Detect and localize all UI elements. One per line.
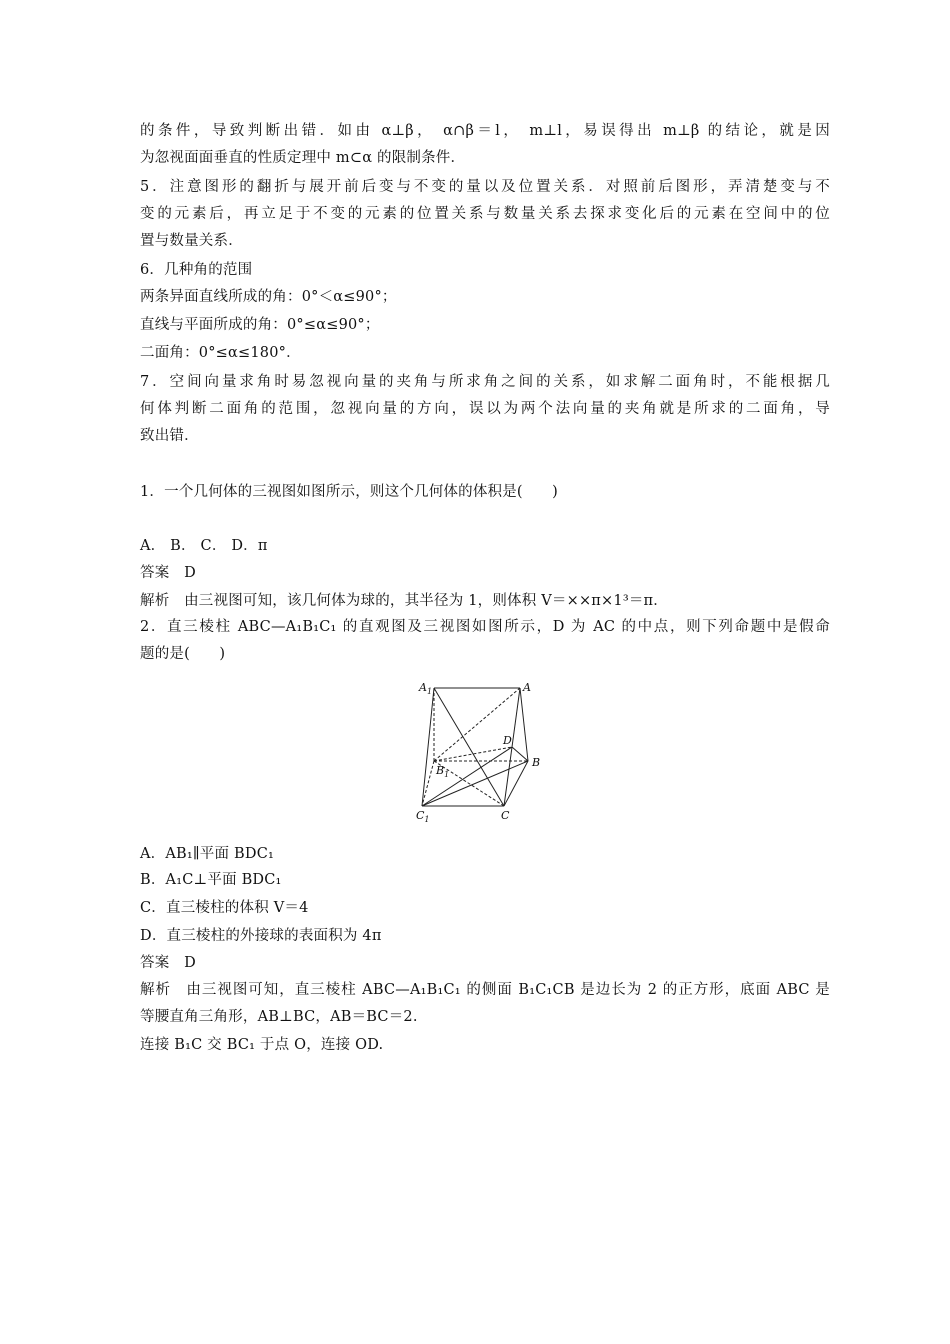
text-line: 为忽视面面垂直的性质定理中 m⊂α 的限制条件． [140,150,466,166]
text-line: 两条异面直线所成的角：0°＜α≤90°； [140,289,397,305]
text-line: 6．几种角的范围 [140,262,253,278]
text-line: A．AB₁∥平面 BDC₁ [140,846,275,862]
label-C: C [501,809,510,822]
label-A1: $A_1$ [419,681,433,696]
text-line: 7．空间向量求角时易忽视向量的夹角与所求角之间的关系，如求解二面角时，不能根据几 [140,374,830,390]
edge-B1C [434,761,504,806]
label-D: D [503,734,512,747]
text-line: C．直三棱柱的体积 V＝4 [140,900,309,916]
text-line: 变的元素后，再立足于不变的元素的位置关系与数量关系去探求变化后的元素在空间中的位 [140,206,830,222]
prism-figure [412,678,542,823]
label-C1: $C_1$ [416,809,430,823]
edge-A1C1 [422,688,434,806]
text-line: 连接 B₁C 交 BC₁ 于点 O，连接 OD. [140,1037,384,1053]
text-line: B．A₁C⊥平面 BDC₁ [140,872,282,888]
text-line: 何体判断二面角的范围，忽视向量的方向，误以为两个法向量的夹角就是所求的二面角，导 [140,401,830,417]
text-line: 2．直三棱柱 ABC—A₁B₁C₁ 的直观图及三视图如图所示，D 为 AC 的中点，则下列命题中是假命 [140,619,830,635]
prism-diagram [412,678,542,823]
text-line: 致出错． [140,428,199,444]
text-line: 置与数量关系． [140,233,243,249]
text-line: 答案 D [140,955,196,971]
text-line: 1．一个几何体的三视图如图所示，则这个几何体的体积是( ) [140,484,559,500]
text-line: 答案 D [140,565,196,581]
text-line: 题的是( ) [140,646,226,662]
label-A: A [523,681,531,694]
text-line: 解析 由三视图可知，直三棱柱 ABC—A₁B₁C₁ 的侧面 B₁C₁CB 是边长为 2 的正方形，底面 ABC 是 [140,982,830,998]
text-line: 二面角：0°≤α≤180°． [140,345,301,361]
text-line: 的条件，导致判断出错．如由 α⊥β， α∩β＝l， m⊥l，易误得出 m⊥β 的结论，就是因 [140,123,830,139]
edge-DB [512,747,528,761]
edge-BC [504,761,528,806]
edge-AB [520,688,528,761]
text-line: 解析 由三视图可知，该几何体为球的，其半径为 1，则体积 V＝××π×1³＝π． [140,593,668,609]
text-line: 等腰直角三角形，AB⊥BC，AB＝BC＝2. [140,1009,418,1025]
text-line: 5．注意图形的翻折与展开前后变与不变的量以及位置关系．对照前后图形，弄清楚变与不 [140,179,830,195]
text-line: D．直三棱柱的外接球的表面积为 4π [140,928,382,944]
text-line: 直线与平面所成的角：0°≤α≤90°； [140,317,380,333]
edge-A1C [434,688,504,806]
text-line: A． B． C． D．π [140,538,268,554]
label-B1: $B_1$ [436,764,450,779]
label-B: B [532,756,541,769]
